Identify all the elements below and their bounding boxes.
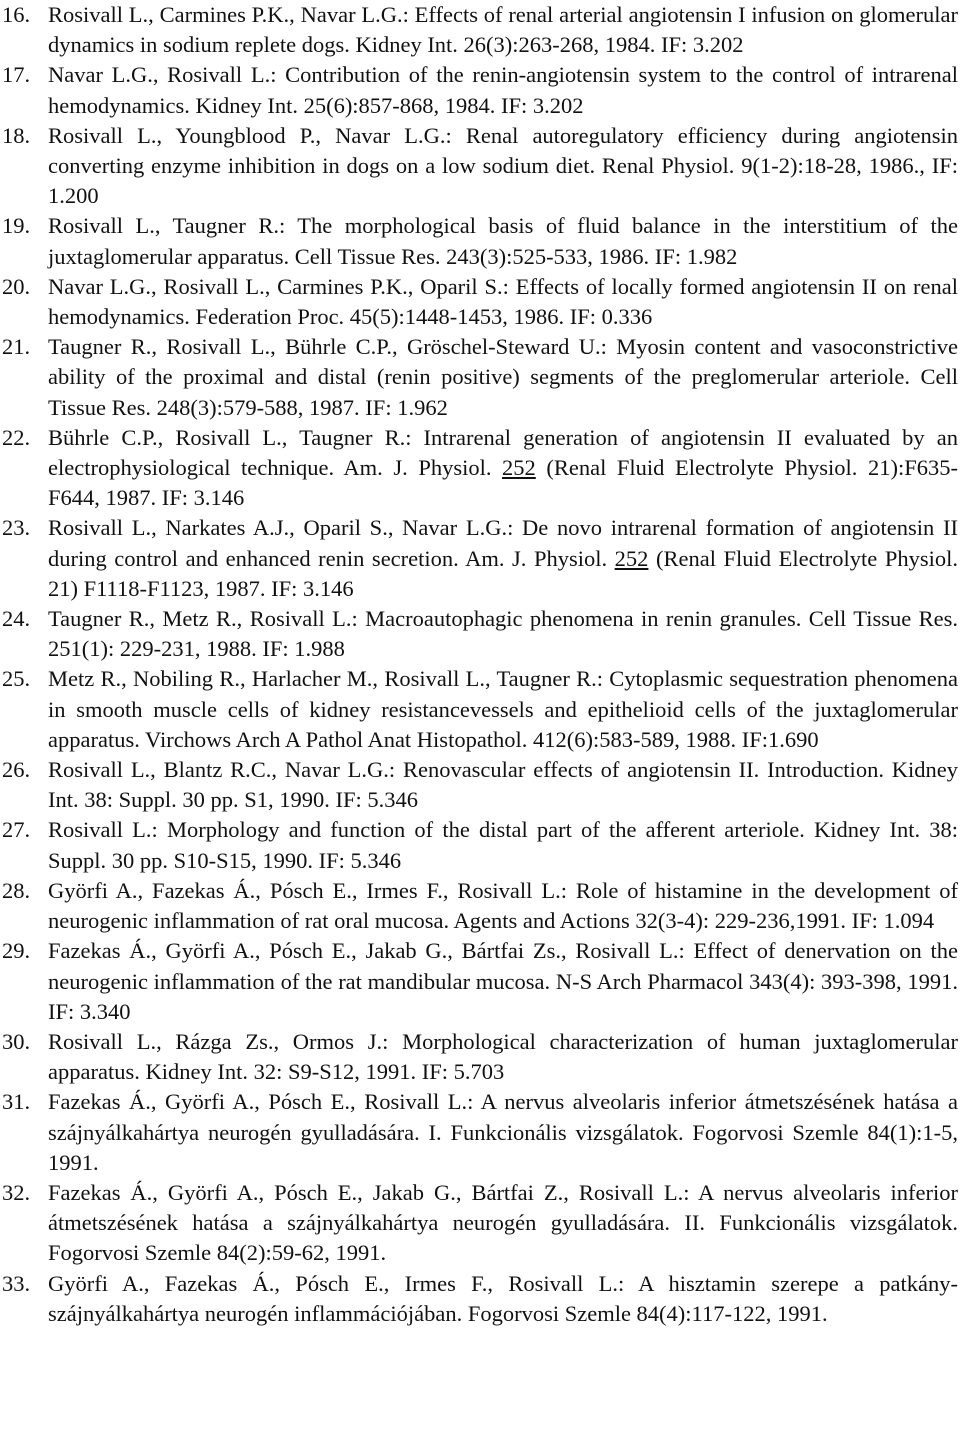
- reference-text: [48, 1180, 958, 1265]
- reference-text: [48, 62, 958, 117]
- reference-item: [2, 513, 958, 604]
- reference-text-main: Rosivall L., Rázga Zs., Ormos J.: Morphological characterization of human juxtaglomerular apparatus. Kidney Int. 32: S9-S12, 1991. IF: 5.703: [48, 1028, 958, 1085]
- reference-item: [2, 60, 958, 120]
- reference-item: [2, 1087, 958, 1178]
- reference-text: [48, 938, 958, 1023]
- reference-text: [48, 274, 958, 329]
- reference-item: [2, 423, 958, 514]
- reference-text-main: Fazekas Á., Györfi A., Pósch E., Jakab G., Bártfai Z., Rosivall L.: A nervus alveolaris inferior átmetszésének hatása a szájnyálkahártya neurogén gyulladására. II. Funkcionális vizsgálatok. Fogorvosi Szemle 84(2):59-62, 1991.: [48, 1179, 958, 1266]
- reference-text: [48, 1089, 958, 1174]
- reference-item: [2, 121, 958, 212]
- reference-text-main: Rosivall L., Taugner R.: The morphological basis of fluid balance in the interstitium of the juxtaglomerular apparatus. Cell Tissue Res. 243(3):525-533, 1986. IF: 1.982: [48, 213, 958, 269]
- reference-number: 16.: [2, 2, 31, 27]
- reference-number: 29.: [2, 938, 31, 964]
- reference-volume-underlined: 252: [502, 455, 536, 481]
- reference-text: [48, 1271, 958, 1326]
- reference-item: [2, 815, 958, 875]
- reference-item: [2, 332, 958, 423]
- reference-text: [48, 515, 958, 600]
- reference-number: 22.: [2, 424, 31, 450]
- reference-text-tail: (Renal Fluid Electrolyte Physiol. 21) F1118-F1123, 1987. IF: 3.146: [48, 545, 958, 601]
- reference-item: [2, 1027, 958, 1087]
- reference-number: 26.: [2, 757, 31, 783]
- reference-text-main: Bührle C.P., Rosivall L., Taugner R.: Intrarenal generation of angiotensin II evaluated by an electrophysiological technique. Am. J. Physiol.: [48, 424, 958, 481]
- reference-text-main: Rosivall L., Blantz R.C., Navar L.G.: Renovascular effects of angiotensin II. Introduction. Kidney Int. 38: Suppl. 30 pp. S1, 1990. IF: 5.346: [48, 757, 958, 813]
- reference-number: 27.: [2, 817, 31, 843]
- reference-text: [48, 757, 958, 812]
- reference-number: 18.: [2, 122, 31, 148]
- reference-number: 25.: [2, 666, 31, 692]
- reference-text-main: Taugner R., Rosivall L., Bührle C.P., Gröschel-Steward U.: Myosin content and vasoconstrictive ability of the proximal and distal (renin positive) segments of the preglomerular arteriole. Cell Tissue Res. 248(3):579-588, 1987. IF: 1.962: [48, 334, 958, 420]
- reference-text: [48, 123, 958, 208]
- reference-item: [2, 755, 958, 815]
- reference-number: 33.: [2, 1270, 31, 1296]
- reference-text-main: Rosivall L.: Morphology and function of the distal part of the afferent arteriole. Kidney Int. 38: Suppl. 30 pp. S10-S15, 1990. IF: 5.346: [48, 817, 958, 873]
- reference-text-main: Navar L.G., Rosivall L., Carmines P.K., Oparil S.: Effects of locally formed angiotensin II on renal hemodynamics. Federation Proc. 45(5):1448-1453, 1986. IF: 0.336: [48, 273, 958, 330]
- reference-list: [2, 0, 958, 1329]
- reference-text: [48, 2, 958, 57]
- reference-text: [48, 606, 958, 661]
- reference-number: 17.: [2, 62, 31, 88]
- reference-item: [2, 936, 958, 1027]
- reference-item: [2, 272, 958, 332]
- reference-number: 24.: [2, 606, 31, 632]
- reference-text: [48, 666, 958, 751]
- reference-item: [2, 664, 958, 755]
- reference-text-main: Rosivall L., Narkates A.J., Oparil S., Navar L.G.: De novo intrarenal formation of angiotensin II during control and enhanced renin secretion. Am. J. Physiol.: [48, 515, 958, 571]
- reference-number: 31.: [2, 1089, 31, 1115]
- reference-text: [48, 817, 958, 872]
- reference-item: [2, 604, 958, 664]
- reference-number: 32.: [2, 1179, 31, 1205]
- reference-text-main: Fazekas Á., Györfi A., Pósch E., Rosivall L.: A nervus alveolaris inferior átmetszésének hatása a szájnyálkahártya neurogén gyulladására. I. Funkcionális vizsgálatok. Fogorvosi Szemle 84(1):1-5, 1991.: [48, 1089, 958, 1175]
- reference-text-main: Fazekas Á., Györfi A., Pósch E., Jakab G., Bártfai Zs., Rosivall L.: Effect of denervation on the neurogenic inflammation of the rat mandibular mucosa. N-S Arch Pharmacol 343(4): 393-398, 1991. IF: 3.340: [48, 938, 958, 1024]
- reference-text-main: Taugner R., Metz R., Rosivall L.: Macroautophagic phenomena in renin granules. Cell Tissue Res. 251(1): 229-231, 1988. IF: 1.988: [48, 606, 958, 662]
- reference-text-main: Navar L.G., Rosivall L.: Contribution of the renin-angiotensin system to the control of intrarenal hemodynamics. Kidney Int. 25(6):857-868, 1984. IF: 3.202: [48, 62, 958, 118]
- reference-item: [2, 211, 958, 271]
- reference-item: [2, 1269, 958, 1329]
- reference-number: 30.: [2, 1028, 31, 1054]
- reference-text: [48, 878, 958, 933]
- reference-text-main: Metz R., Nobiling R., Harlacher M., Rosivall L., Taugner R.: Cytoplasmic sequestration phenomena in smooth muscle cells of kidney resistancevessels and epithelioid cells of the juxtaglomerular apparatus. Virchows Arch A Pathol Anat Histopathol. 412(6):583-589, 1988. IF:1.690: [48, 666, 958, 752]
- reference-text-tail: (Renal Fluid Electrolyte Physiol. 21):F635-F644, 1987. IF: 3.146: [48, 455, 958, 511]
- reference-text: [48, 334, 958, 419]
- reference-item: [2, 1178, 958, 1269]
- reference-text-main: Rosivall L., Carmines P.K., Navar L.G.: Effects of renal arterial angiotensin I infusion on glomerular dynamics in sodium replete dogs. Kidney Int. 26(3):263-268, 1984. IF: 3.202: [48, 2, 958, 58]
- reference-text: [48, 425, 958, 510]
- reference-number: 21.: [2, 334, 31, 360]
- reference-text: [48, 1029, 958, 1084]
- reference-text-main: Györfi A., Fazekas Á., Pósch E., Irmes F., Rosivall L.: Role of histamine in the development of neurogenic inflammation of rat oral mucosa. Agents and Actions 32(3-4): 229-236,1991. IF: 1.094: [48, 877, 958, 934]
- reference-item: [2, 0, 958, 60]
- reference-number: 23.: [2, 515, 31, 541]
- reference-number: 20.: [2, 273, 31, 299]
- reference-volume-underlined: 252: [614, 545, 649, 571]
- reference-number: 28.: [2, 877, 31, 903]
- reference-item: [2, 876, 958, 936]
- reference-text-main: Györfi A., Fazekas Á., Pósch E., Irmes F., Rosivall L.: A hisztamin szerepe a patkány-szájnyálkahártya neurogén inflammációjában. Fogorvosi Szemle 84(4):117-122, 1991.: [48, 1270, 958, 1326]
- reference-number: 19.: [2, 213, 31, 239]
- reference-text: [48, 213, 958, 268]
- reference-text-main: Rosivall L., Youngblood P., Navar L.G.: Renal autoregulatory efficiency during angiotensin converting enzyme inhibition in dogs on a low sodium diet. Renal Physiol. 9(1-2):18-28, 1986., IF: 1.200: [48, 122, 958, 209]
